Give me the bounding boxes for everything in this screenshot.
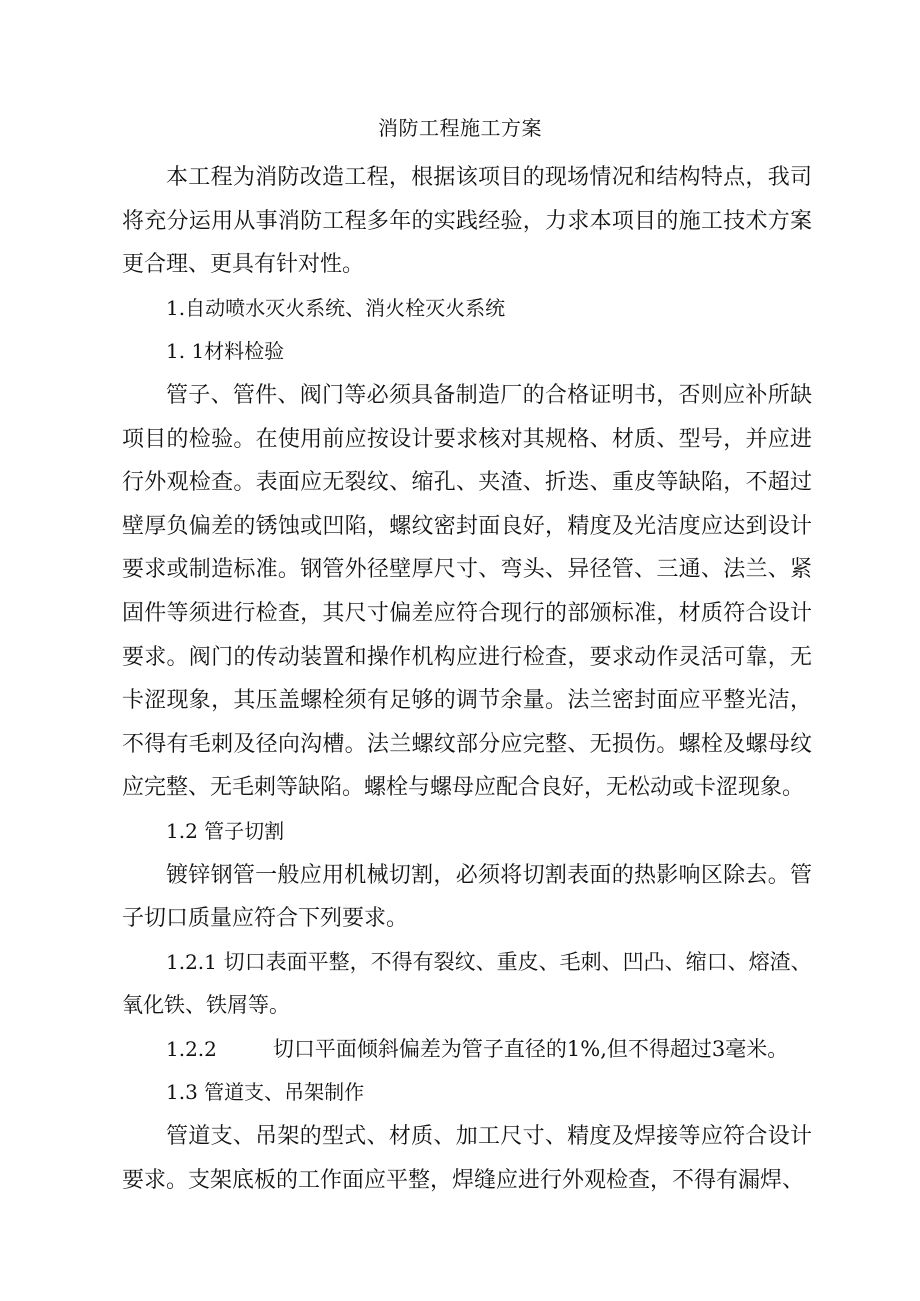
intro-paragraph: 本工程为消防改造工程，根据该项目的现场情况和结构特点，我司将充分运用从事消防工程多年的实践经验，力求本项目的施工技术方案更合理、更具有针对性。 <box>122 165 812 278</box>
document-title: 消防工程施工方案 <box>378 116 542 140</box>
section-1-3-heading: 1.3 管道支、吊架制作 <box>166 1080 365 1105</box>
section-1-1-heading: 1. 1材料检验 <box>166 339 285 364</box>
item-1-2-1-text: 切口表面平整，不得有裂纹、重皮、毛刺、凹凸、缩口、熔渣、氧化铁、铁屑等。 <box>122 949 812 1018</box>
document-body <box>122 156 812 1202</box>
section-1-1-paragraph: 管子、管件、阀门等必须具备制造厂的合格证明书，否则应补所缺项目的检验。在使用前应按设计要求核对其规格、材质、型号，并应进行外观检查。表面应无裂纹、缩孔、夹渣、折迭、重皮等缺陷，不超过壁厚负偏差的锈蚀或凹陷，螺纹密封面良好，精度及光洁度应达到设计要求或制造标准。钢管外径壁厚尺寸、弯头、异径管、三通、法兰、紧固件等须进行检查，其尺寸偏差应符合现行的部颁标准，材质符合设计要求。阀门的传动装置和操作机构应进行检查，要求动作灵活可靠，无卡涩现象，其压盖螺栓须有足够的调节余量。法兰密封面应平整光洁，不得有毛刺及径向沟槽。法兰螺纹部分应完整、无损伤。螺栓及螺母纹应完整、无毛刺等缺陷。螺栓与螺母应配合良好，无松动或卡涩现象。 <box>122 382 812 801</box>
item-1-2-2 <box>122 1028 812 1072</box>
section-1-3-paragraph: 管道支、吊架的型式、材质、加工尺寸、精度及焊接等应符合设计要求。支架底板的工作面应平整，焊缝应进行外观检查，不得有漏焊、 <box>122 1124 812 1193</box>
section-1-2-heading: 1.2 管子切割 <box>166 818 285 843</box>
section-1-heading: 1.自动喷水灭火系统、消火栓灭火系统 <box>166 295 506 320</box>
item-1-2-1 <box>122 941 812 1028</box>
item-1-2-2-text: 切口平面倾斜偏差为管子直径的1%,但不得超过3毫米。 <box>272 1036 789 1061</box>
item-1-2-1-number: 1.2.1 <box>166 949 217 974</box>
item-1-2-2-number: 1.2.2 <box>166 1036 217 1061</box>
section-1-2-paragraph: 镀锌钢管一般应用机械切割，必须将切割表面的热影响区除去。管子切口质量应符合下列要求。 <box>122 862 812 932</box>
